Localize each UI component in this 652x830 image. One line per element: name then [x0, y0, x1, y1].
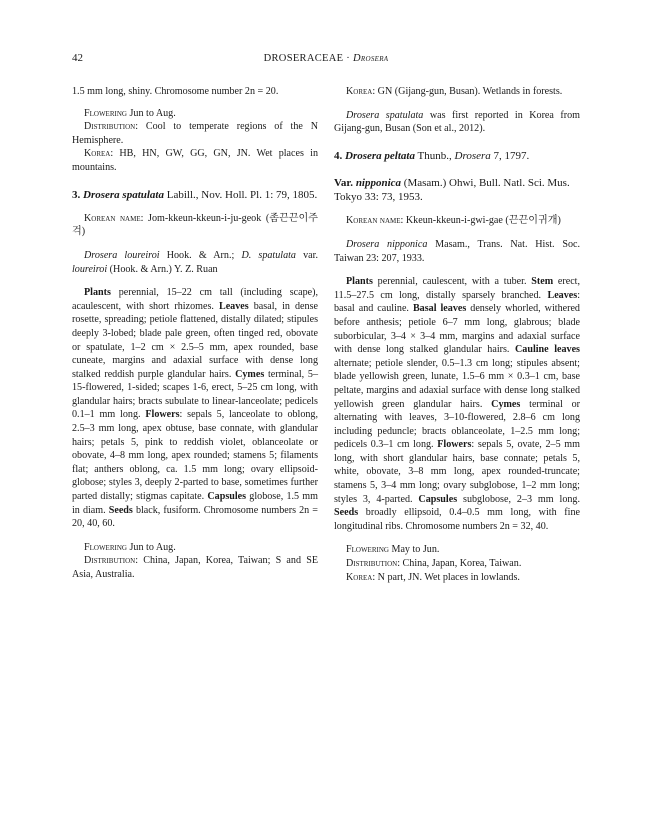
distribution-line	[72, 120, 318, 147]
flowering-label: Flowering	[84, 107, 127, 119]
page-number: 42	[72, 52, 83, 64]
species-heading-3	[72, 188, 318, 202]
korean-name-text-right: : Kkeun-kkeun-i-gwi-gae (끈끈이귀개)	[400, 215, 561, 227]
desc-text-6: black, fusiform. Chromosome numbers 2n = 20, 40, 60.	[72, 504, 318, 530]
desc-leaves: Leaves	[218, 300, 249, 312]
synonym-2-var: var.	[295, 249, 318, 261]
korean-name-text: : Jom-kkeun-kkeun-i-ju-geok (좀끈끈이주걱)	[72, 212, 318, 238]
flowering-text-right: May to Jun.	[388, 544, 440, 556]
desc-leaves-r: Leaves	[547, 289, 578, 301]
korea-label-right-2: Korea	[346, 571, 373, 583]
korean-name-line	[72, 212, 318, 239]
desc-plants-r: Plants	[346, 276, 373, 288]
korea-text-right-2: : N part, JN. Wet places in lowlands.	[372, 571, 520, 583]
korea-line	[72, 147, 318, 174]
species-name: Drosera spatulata	[83, 188, 164, 201]
flowering-label-right: Flowering	[346, 544, 389, 556]
desc-cymes: Cymes	[235, 368, 265, 380]
desc-basal-leaves-r: Basal leaves	[412, 303, 467, 315]
right-column	[334, 85, 580, 584]
korea-label: Korea	[84, 148, 111, 160]
flowering-line-right	[334, 543, 580, 557]
running-head-family: DROSERACEAE	[263, 53, 344, 64]
species-number: 3.	[72, 188, 83, 201]
left-column	[72, 85, 318, 582]
desc-r-text-2: erect, 11.5–27.5 cm long, distally sparsely branched.	[334, 276, 580, 301]
desc-r-text-1: perennial, caulescent, with a tuber.	[372, 276, 532, 288]
korean-name-label: Korean name	[84, 212, 141, 224]
distribution-label: Distribution	[84, 121, 136, 133]
variety-heading	[334, 176, 580, 204]
synonym-1-authority: Hook. & Arn.;	[159, 249, 242, 261]
running-head	[72, 53, 580, 64]
desc-stem-r: Stem	[531, 276, 554, 288]
distribution-text-2: : China, Japan, Korea, Taiwan; S and SE Asia, Australia.	[72, 555, 318, 581]
flowering-text: Jun to Aug.	[126, 107, 176, 119]
variety-authority: (Masam.) Ohwi, Bull. Natl. Sci. Mus. Tokyo 33: 73, 1953.	[334, 176, 570, 204]
distribution-line-right	[334, 557, 580, 571]
synonym-2-epithet: loureiroi	[72, 263, 108, 275]
description-paragraph	[72, 286, 318, 531]
description-paragraph-right	[334, 275, 580, 533]
species-authority: Labill., Nov. Holl. Pl. 1: 79, 1805.	[164, 188, 318, 201]
synonym-line-right	[334, 238, 580, 265]
variety-label: Var.	[334, 176, 356, 189]
desc-text-5: globose, 1.5 mm in diam.	[72, 491, 318, 516]
korea-line-right-2	[334, 571, 580, 585]
desc-seeds-r: Seeds	[334, 507, 359, 519]
korea-label-right: Korea	[346, 86, 373, 97]
desc-text-4: : sepals 5, lanceolate to oblong, 2.5–3 mm long, apex obtuse, base connate, with glandular hairs; petals 5, pink to reddish violet, oblanceolate or obovate, 4–8 mm long, apex rounded; stamens 5; filaments flat; anthers oblong, ca. 1.5 mm long; ovary ellipsoid-globose; styles 3, deeply 2-parted to base, sometimes further parted distally; stigmas capitate.	[72, 409, 319, 503]
desc-r-text-8: subglobose, 2–3 mm long.	[457, 493, 580, 505]
synonym-1-name: Drosera loureiroi	[84, 249, 160, 261]
distribution-label-right: Distribution	[346, 558, 398, 570]
desc-text-1: perennial, 15–22 cm tall (including scape), acaulescent, with short rhizomes.	[72, 287, 318, 312]
running-head-genus: Drosera	[353, 53, 389, 64]
desc-r-text-4: densely whorled, withered before anthesis; petiole 6–7 mm long, glabrous; blade suborbicular, 3–4 × 3–4 mm, margins and adaxial surface with dense long stalked glandular hairs.	[334, 303, 580, 356]
flowering-line-2	[72, 541, 318, 555]
variety-name: nipponica	[355, 176, 402, 189]
page-header	[72, 52, 580, 66]
species-heading-4	[334, 149, 580, 163]
flowering-text-2: Jun to Aug.	[126, 541, 176, 553]
species-citation-italic: Drosera	[454, 149, 491, 162]
desc-flowers-r: Flowers	[437, 439, 472, 451]
desc-r-text-6: terminal or alternating with leaves, 3–10-flowered, 2.8–6 cm long including peduncle; bracts oblanceolate, 1–2.5 mm long; pedicels 0.3–1 cm long.	[334, 398, 580, 451]
flowering-line	[72, 107, 318, 121]
note-species-name: Drosera spatulata	[346, 109, 424, 121]
species-citation: 7, 1797.	[490, 149, 530, 162]
synonym-authority-right: Masam., Trans. Nat. Hist. Soc. Taiwan 23: 207, 1933.	[334, 238, 580, 264]
desc-cymes-r: Cymes	[491, 398, 521, 410]
desc-plants: Plants	[84, 287, 111, 299]
note-text: was first reported in Korea from Gijang-gun, Busan (Son et al., 2012).	[334, 109, 580, 135]
korea-text-right: : GN (Gijang-gun, Busan). Wetlands in forests.	[372, 86, 563, 97]
species-number-4: 4.	[334, 149, 345, 162]
distribution-line-2	[72, 554, 318, 581]
synonym-name-right: Drosera nipponica	[346, 238, 428, 250]
distribution-text: : Cool to temperate regions of the N Hemisphere.	[72, 121, 318, 146]
desc-r-text-9: broadly ellipsoid, 0.4–0.5 mm long, with fine longitudinal ribs. Chromosome numbers 2n = 32, 40.	[334, 507, 580, 532]
synonym-line	[72, 249, 318, 276]
distribution-label-2: Distribution	[84, 555, 136, 567]
species-authority-4: Thunb.,	[414, 149, 455, 162]
desc-r-text-3: : basal and cauline.	[334, 289, 580, 315]
running-head-separator: ·	[343, 53, 354, 64]
synonym-2-authority: (Hook. & Arn.) Y. Z. Ruan	[107, 263, 218, 275]
desc-flowers: Flowers	[145, 409, 180, 421]
desc-cauline-leaves-r: Cauline leaves	[515, 344, 580, 356]
continued-text: 1.5 mm long, shiny. Chromosome number 2n = 20.	[72, 86, 279, 97]
desc-r-text-5: alternate; petiole slender, 0.5–1.3 cm long; stipules absent; blade yellowish green, lunate, 1.5–6 mm × 0.3–1 cm, base peltate, margins and adaxial surface with dense long stalked yellowish green glandular hairs.	[334, 357, 580, 410]
korean-name-label-right: Korean name	[346, 215, 401, 227]
flowering-label-2: Flowering	[84, 541, 127, 553]
desc-capsules-r: Capsules	[418, 493, 458, 505]
korea-line-right	[334, 85, 580, 99]
synonym-2-name: D. spatulata	[241, 249, 296, 261]
desc-seeds: Seeds	[108, 504, 133, 516]
desc-text-2: basal, in dense rosette, spreading; petiole flattened, distally dilated; stipules deeply 3-lobed; blade pale green, often tinged red, obovate or spatulate, 1–2 cm × 2.5–5 mm, apex rounded, base cuneate, margins and adaxial surface with dense long stalked reddish purple glandular hairs.	[72, 300, 318, 380]
species-name-4: Drosera peltata	[345, 149, 415, 162]
desc-r-text-7: : sepals 5, ovate, 2–5 mm long, with short glandular hairs, base connate; petals 5, white, obovate, 3–8 mm long, apex rounded-truncate; stamens 5, 3–4 mm long; ovary subglobose, 1–2 mm long; styles 3, 4-parted.	[334, 439, 580, 505]
desc-capsules: Capsules	[207, 491, 247, 503]
korean-name-line-right	[334, 214, 580, 228]
korea-text: : HB, HN, GW, GG, GN, JN. Wet places in mountains.	[72, 148, 318, 173]
desc-text-3: terminal, 5–15-flowered, 1-sided; scapes 1-6, erect, 5–25 cm long, with glandular hairs; bracts subulate to linear-lanceolate; pedicels 0.1–1 mm long.	[72, 368, 318, 421]
note-paragraph	[334, 109, 580, 136]
distribution-text-right: : China, Japan, Korea, Taiwan.	[397, 558, 522, 570]
